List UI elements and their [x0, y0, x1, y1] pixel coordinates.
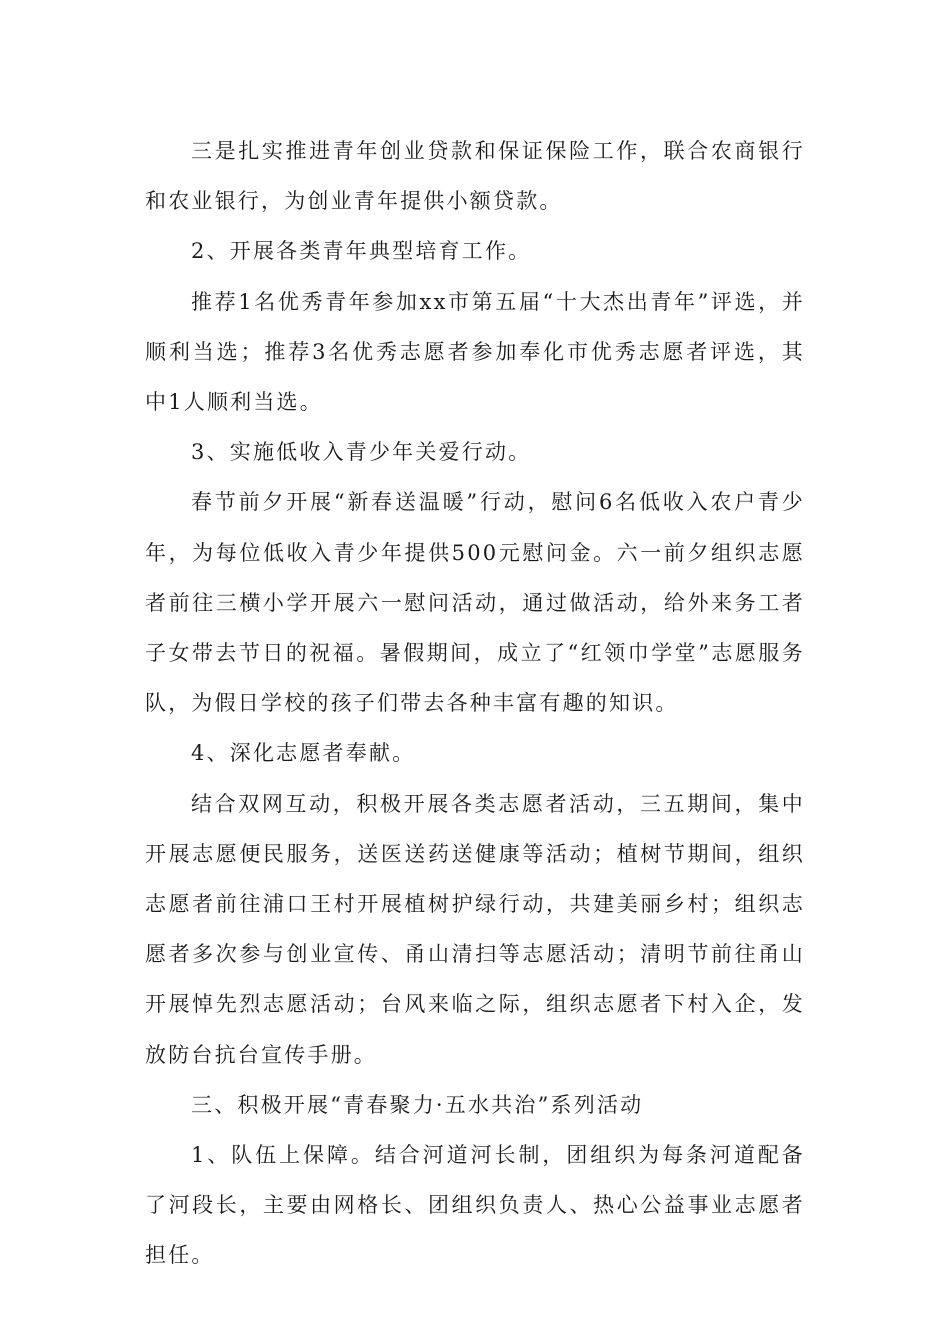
section-heading: 2、开展各类青年典型培育工作。	[191, 239, 532, 264]
section-heading: 4、深化志愿者奉献。	[191, 741, 416, 766]
paragraph: 1、队伍上保障。结合河道河长制，团组织为每条河道配备了河段长，主要由网格长、团组织负责人、热心公益事业志愿者担任。	[145, 1143, 805, 1268]
paragraph: 推荐1名优秀青年参加xx市第五届“十大杰出青年”评选，并顺利当选；推荐3名优秀志愿者参加奉化市优秀志愿者评选，其中1人顺利当选。	[145, 289, 805, 415]
chapter-heading: 三、积极开展“青春聚力·五水共治”系列活动	[191, 1092, 644, 1117]
section-heading: 3、实施低收入青少年关爱行动。	[191, 440, 532, 465]
paragraph: 春节前夕开展“新春送温暖”行动，慰问6名低收入农户青少年，为每位低收入青少年提供500元慰问金。六一前夕组织志愿者前往三横小学开展六一慰问活动，通过做活动，给外来务工者子女带去节日的祝福。暑假期间，成立了“红领巾学堂”志愿服务队，为假日学校的孩子们带去各种丰富有趣的知识。	[145, 490, 805, 716]
document-body	[145, 126, 805, 1281]
paragraph: 三是扎实推进青年创业贷款和保证保险工作，联合农商银行和农业银行，为创业青年提供小额贷款。	[145, 139, 805, 214]
paragraph: 结合双网互动，积极开展各类志愿者活动，三五期间，集中开展志愿便民服务，送医送药送健康等活动；植树节期间，组织志愿者前往浦口王村开展植树护绿行动，共建美丽乡村；组织志愿者多次参与创业宣传、甬山清扫等志愿活动；清明节前往甬山开展悼先烈志愿活动；台风来临之际，组织志愿者下村入企，发放防台抗台宣传手册。	[145, 791, 805, 1067]
